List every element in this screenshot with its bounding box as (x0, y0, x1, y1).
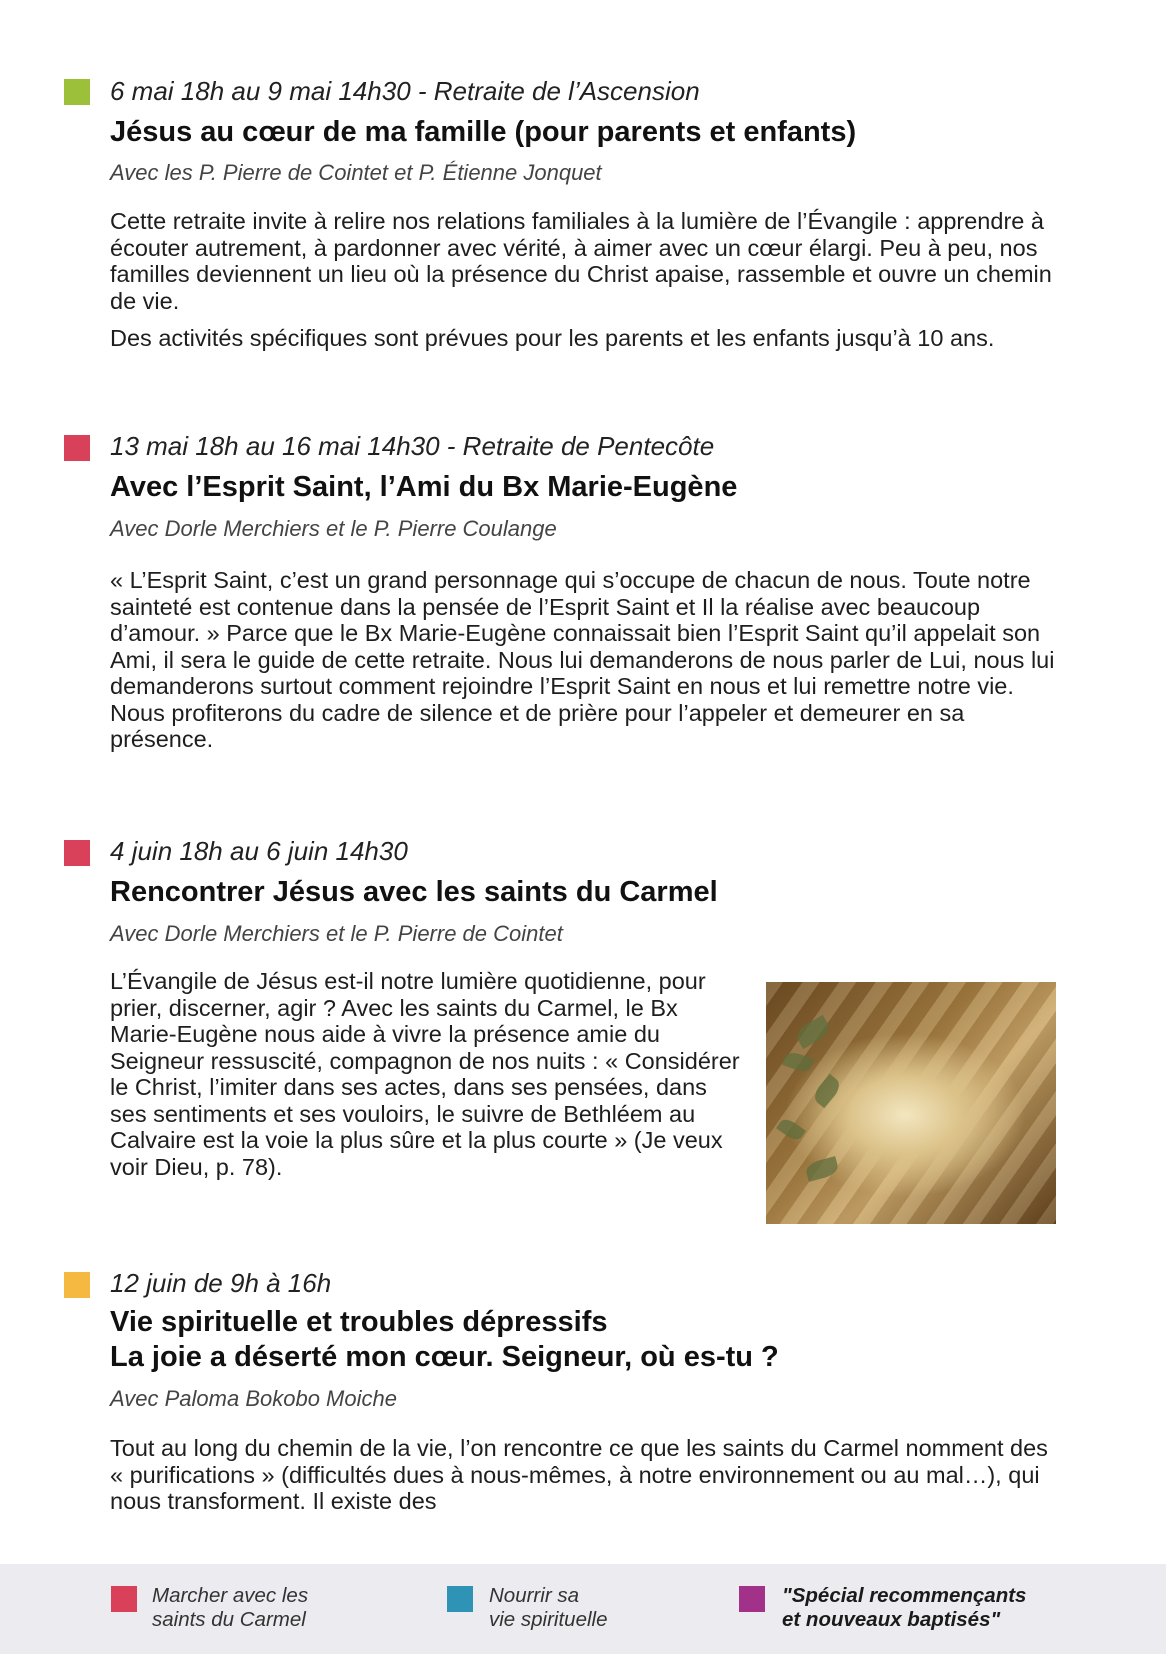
event-date: 13 mai 18h au 16 mai 14h30 - Retraite de Pentecôte (110, 431, 715, 461)
event-date: 4 juin 18h au 6 juin 14h30 (110, 836, 408, 866)
event-leaders: Avec Paloma Bokobo Moiche (110, 1386, 397, 1411)
event-date: 6 mai 18h au 9 mai 14h30 - Retraite de l’Ascension (110, 76, 700, 106)
event-leaders: Avec Dorle Merchiers et le P. Pierre Coulange (110, 516, 557, 541)
event-title-line2: La joie a déserté mon cœur. Seigneur, où es-tu ? (110, 1341, 779, 1373)
legend-label-spiritual: Nourrir sa vie spirituelle (489, 1584, 608, 1631)
category-marker (64, 79, 90, 105)
event-leaders: Avec Dorle Merchiers et le P. Pierre de Cointet (110, 921, 563, 946)
event-title: Jésus au cœur de ma famille (pour parents et enfants) (110, 116, 857, 148)
category-marker (64, 1272, 90, 1298)
event-description: Cette retraite invite à relire nos relations familiales à la lumière de l’Évangile : apprendre à écouter autrement, à pardonner avec vérité, à aimer avec un cœur élargi. Peu à peu, nos familles deviennent un lieu où la présence du Christ apaise, rassemble et ouvre un chemin de vie. (110, 208, 1052, 314)
legend-marker-special (739, 1586, 765, 1612)
legend-label-special: "Spécial recommençants et nouveaux baptisés" (782, 1584, 1027, 1631)
event-title: Rencontrer Jésus avec les saints du Carmel (110, 876, 718, 908)
event-description: « L’Esprit Saint, c’est un grand personnage qui s’occupe de chacun de nous. Toute notre sainteté est contenue dans la pensée de l’Esprit Saint et Il la réalise avec beaucoup d’amour. » Parce que le Bx Marie-Eugène connaissait bien l’Esprit Saint qu’il appelait son Ami, il sera le guide de cette retraite. Nous lui demanderons de nous parler de Lui, nous lui demanderons surtout comment rejoindre l’Esprit Saint en nous et lui remettre notre vie. Nous profiterons du cadre de silence et de prière pour l’appeler et demeurer en sa présence. (110, 567, 1055, 752)
event-description: Tout au long du chemin de la vie, l’on rencontre ce que les saints du Carmel nomment des « purifications » (difficultés dues à nous-mêmes, à notre environnement ou au mal…), qui nous transforment. Il existe des (110, 1435, 1048, 1514)
event-description: Des activités spécifiques sont prévues pour les parents et les enfants jusqu’à 10 ans. (110, 325, 995, 351)
event-date: 12 juin de 9h à 16h (110, 1268, 332, 1298)
legend-label-carmel: Marcher avec les saints du Carmel (152, 1584, 309, 1631)
event-title: Vie spirituelle et troubles dépressifs (110, 1306, 608, 1338)
legend-marker-spiritual (447, 1586, 473, 1612)
category-legend (0, 1564, 1166, 1654)
event-leaders: Avec les P. Pierre de Cointet et P. Étienne Jonquet (110, 160, 602, 185)
category-marker (64, 840, 90, 866)
event-title: Avec l’Esprit Saint, l’Ami du Bx Marie-Eugène (110, 471, 738, 503)
carmel-photo (766, 982, 1056, 1224)
event-description: L’Évangile de Jésus est-il notre lumière quotidienne, pour prier, discerner, agir ? Avec les saints du Carmel, le Bx Marie-Eugène nous aide à vivre la présence amie du Seigneur ressuscité, compagnon de nos nuits : « Considérer le Christ, l’imiter dans ses actes, dans ses pensées, dans ses sentiments et ses vouloirs, le suivre de Bethléem au Calvaire est la voie la plus sûre et la plus courte » (Je veux voir Dieu, p. 78). (110, 968, 740, 1180)
legend-marker-carmel (111, 1586, 137, 1612)
category-marker (64, 435, 90, 461)
